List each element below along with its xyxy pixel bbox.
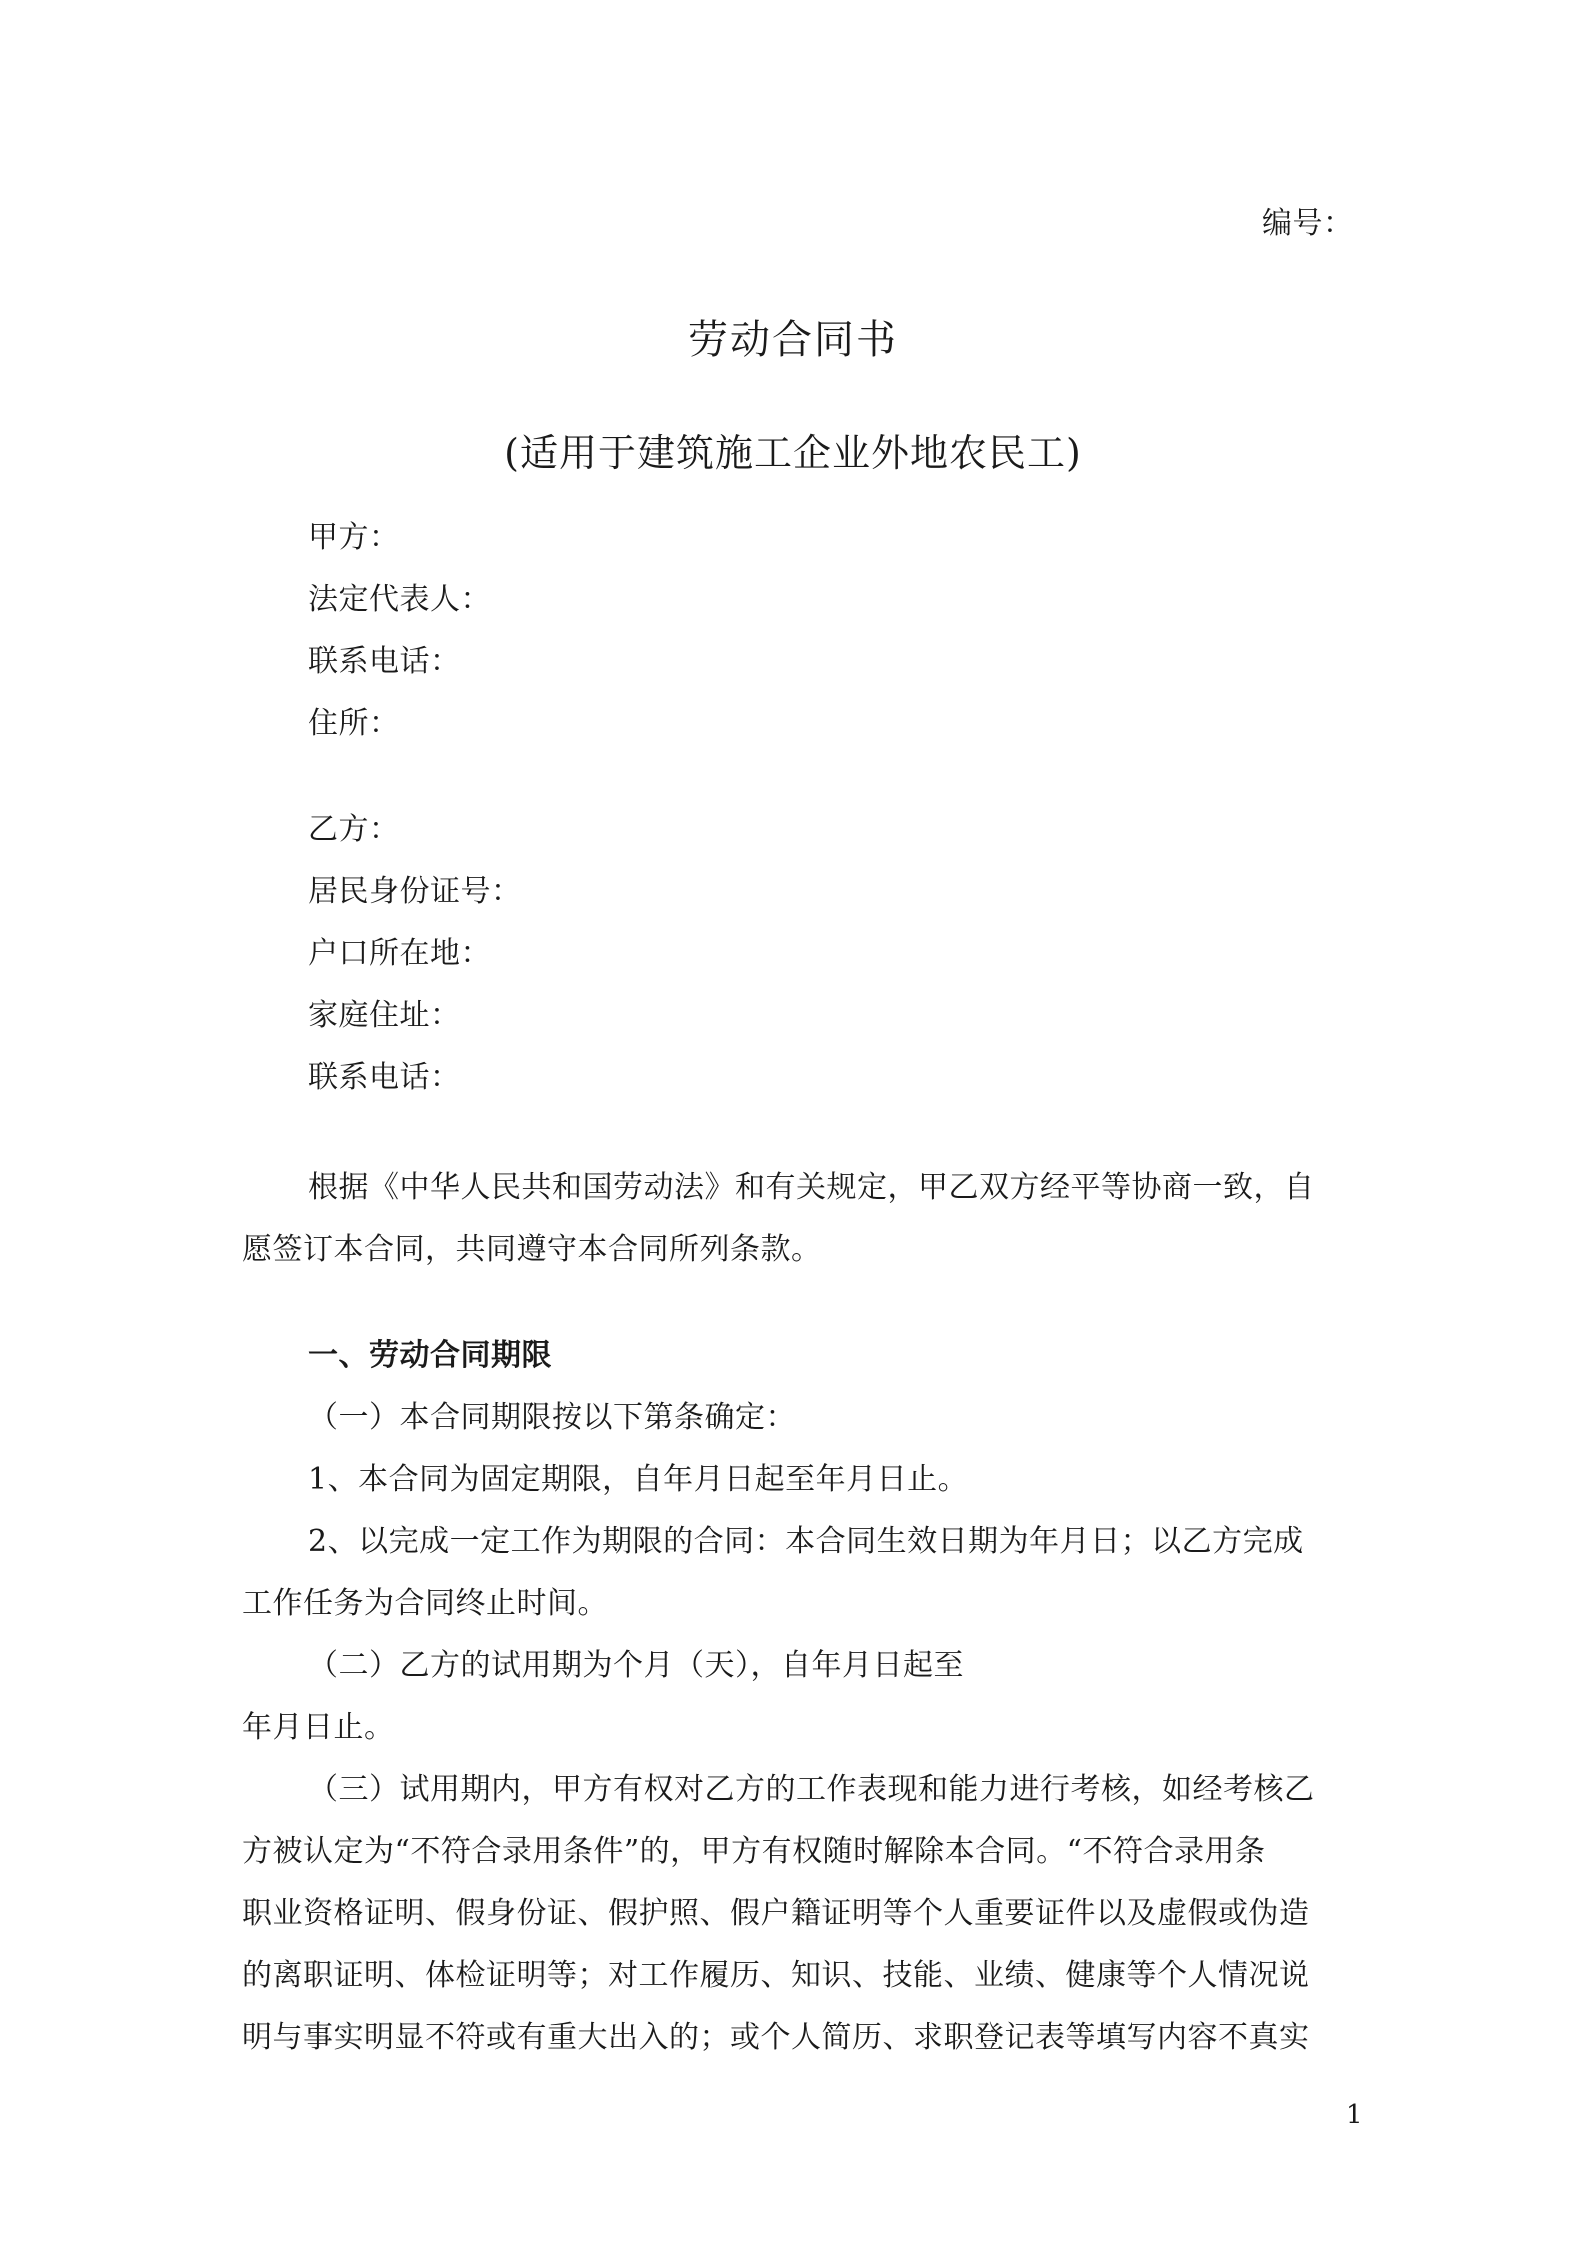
section-1-clause-1: 1、本合同为固定期限，自年月日起至年月日止。 [308,1462,969,1497]
party-b-label: 乙方： [308,812,400,847]
party-a-legal-rep-label: 法定代表人： [308,582,491,617]
section-1-item-3-line-5: 明与事实明显不符或有重大出入的；或个人简历、求职登记表等填写内容不真实 [242,2020,1310,2055]
preamble-line-1: 根据《中华人民共和国劳动法》和有关规定，甲乙双方经平等协商一致，自 [308,1170,1315,1205]
party-a-address-label: 住所： [308,706,400,741]
section-1-item-3-line-3: 职业资格证明、假身份证、假护照、假户籍证明等个人重要证件以及虚假或伪造 [242,1896,1310,1931]
section-1-clause-2-line-2: 工作任务为合同终止时间。 [242,1586,608,1621]
section-1-heading: 一、劳动合同期限 [308,1338,552,1373]
section-1-item-2-line-2: 年月日止。 [242,1710,395,1745]
preamble-line-2: 愿签订本合同，共同遵守本合同所列条款。 [242,1232,822,1267]
party-b-home-label: 家庭住址： [308,998,461,1033]
section-1-item-3-line-1: （三）试用期内，甲方有权对乙方的工作表现和能力进行考核，如经考核乙 [308,1772,1315,1807]
section-1-clause-2-line-1: 2、以完成一定工作为期限的合同：本合同生效日期为年月日；以乙方完成 [308,1524,1304,1559]
party-b-hukou-label: 户口所在地： [308,936,491,971]
document-title: 劳动合同书 [688,317,898,363]
document-number-label: 编号： [1262,206,1354,241]
party-b-phone-label: 联系电话： [308,1060,461,1095]
section-1-item-3-line-4: 的离职证明、体检证明等；对工作履历、知识、技能、业绩、健康等个人情况说 [242,1958,1310,1993]
document-subtitle: (适用于建筑施工企业外地农民工) [504,431,1082,475]
section-1-item-3-line-2: 方被认定为“不符合录用条件”的，甲方有权随时解除本合同。“不符合录用条 [242,1834,1266,1869]
party-a-label: 甲方： [308,520,400,555]
party-a-phone-label: 联系电话： [308,644,461,679]
section-1-item-1: （一）本合同期限按以下第条确定： [308,1400,796,1435]
party-b-id-label: 居民身份证号： [308,874,522,909]
section-1-item-2-line-1: （二）乙方的试用期为个月（天），自年月日起至 [308,1648,964,1683]
page-number: 1 [1346,2100,1364,2130]
